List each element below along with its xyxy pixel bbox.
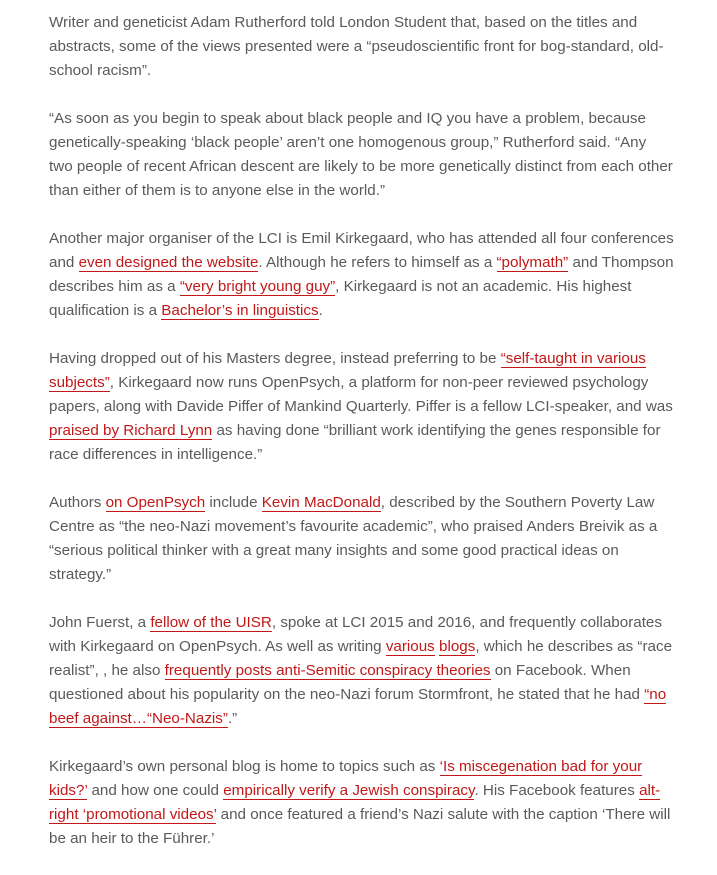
paragraph-text: . Although he refers to himself as a xyxy=(258,254,497,271)
paragraph-text: include xyxy=(205,494,262,511)
paragraph-text: and once featured a friend’s Nazi salute with the caption ‘There will be an heir to the Führer.’ xyxy=(49,806,671,847)
inline-link[interactable]: on OpenPsych xyxy=(105,494,206,511)
inline-link[interactable]: “no beef against…“Neo-Nazis” xyxy=(49,686,667,727)
article-body xyxy=(49,11,674,875)
inline-link[interactable]: frequently posts anti-Semitic conspiracy theories xyxy=(164,662,491,679)
inline-link[interactable]: “polymath” xyxy=(496,254,569,271)
paragraph-text: , Kirkegaard is not an academic. His highest qualification is a xyxy=(49,278,632,319)
paragraph-text: John Fuerst, a xyxy=(49,614,151,631)
inline-link[interactable]: blogs xyxy=(439,638,476,655)
paragraph-text: and Thompson describes him as a xyxy=(49,254,674,295)
paragraph xyxy=(49,11,674,83)
paragraph xyxy=(49,107,674,203)
inline-link[interactable]: “very bright young guy” xyxy=(179,278,336,295)
paragraph-text: , which he describes as “race realist”, , he also xyxy=(49,638,673,679)
paragraph-text: , described by the Southern Poverty Law Centre as “the neo-Nazi movement’s favourite academic”, who praised Anders Breivik as a “serious political thinker with a great many insights and some good practical ideas on strategy.” xyxy=(49,494,658,583)
inline-link[interactable]: Bachelor’s in linguistics xyxy=(161,302,319,319)
paragraph-text: , Kirkegaard now runs OpenPsych, a platform for non-peer reviewed psychology papers, along with Davide Piffer of Mankind Quarterly. Piffer is a fellow LCI-speaker, and was xyxy=(49,374,673,415)
paragraph xyxy=(49,611,674,731)
paragraph-text: Kirkegaard’s own personal blog is home to topics such as xyxy=(49,758,440,775)
inline-link[interactable]: Kevin MacDonald xyxy=(261,494,381,511)
paragraph-text: . xyxy=(318,302,323,319)
paragraph-text: Having dropped out of his Masters degree, instead preferring to be xyxy=(49,350,501,367)
inline-link[interactable]: “self-taught in various subjects” xyxy=(49,350,646,391)
inline-link[interactable]: empirically verify a Jewish conspiracy xyxy=(223,782,475,799)
paragraph xyxy=(49,347,674,467)
paragraph xyxy=(49,227,674,323)
paragraph xyxy=(49,755,674,851)
paragraph-text: “As soon as you begin to speak about black people and IQ you have a problem, because genetically-speaking ‘black people’ aren’t one homogenous group,” Rutherford said. “Any two people of recent African descent are likely to be more genetically distinct from each other than either of them is to anyone else in the world.” xyxy=(49,110,673,199)
inline-link[interactable]: various xyxy=(385,638,435,655)
paragraph-text: , spoke at LCI 2015 and 2016, and frequently collaborates with Kirkegaard on OpenPsych. As well as writing xyxy=(49,614,662,655)
paragraph-text: as having done “brilliant work identifying the genes responsible for race differences in intelligence.” xyxy=(49,422,661,463)
paragraph-text: on Facebook. When questioned about his popularity on the neo-Nazi forum Stormfront, he stated that he had xyxy=(49,662,645,703)
paragraph xyxy=(49,491,674,587)
inline-link[interactable]: ‘Is miscegenation bad for your kids?’ xyxy=(49,758,643,799)
paragraph-text: Writer and geneticist Adam Rutherford told London Student that, based on the titles and abstracts, some of the views presented were a “pseudoscientific front for bog-standard, old-school racism”. xyxy=(49,14,664,79)
inline-link[interactable]: even designed the website xyxy=(78,254,259,271)
inline-link[interactable]: praised by Richard Lynn xyxy=(49,422,213,439)
paragraph-text: . His Facebook features xyxy=(474,782,640,799)
inline-link[interactable]: alt-right ‘promotional videos’ xyxy=(49,782,661,823)
paragraph-text: Authors xyxy=(49,494,106,511)
paragraph-text: and how one could xyxy=(87,782,224,799)
paragraph-text: .” xyxy=(227,710,238,727)
inline-link[interactable]: fellow of the UISR xyxy=(150,614,272,631)
paragraph-text: Another major organiser of the LCI is Emil Kirkegaard, who has attended all four conferences and xyxy=(49,230,674,271)
